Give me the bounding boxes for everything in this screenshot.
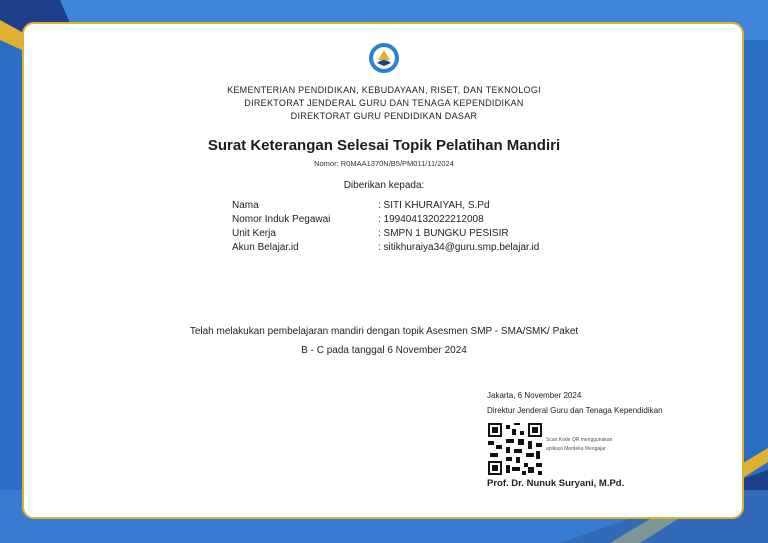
recipient-value: : 199404132022212008 <box>378 214 484 225</box>
recipient-value: : SITI KHURAIYAH, S.Pd <box>378 200 490 211</box>
recipient-row-nip <box>232 213 484 227</box>
recipient-label: Akun Belajar.id <box>232 242 299 253</box>
signer-name: Prof. Dr. Nunuk Suryani, M.Pd. <box>487 478 625 489</box>
header-line-3: DIREKTORAT GURU PENDIDIKAN DASAR <box>290 111 478 121</box>
completion-statement-line-2: B - C pada tanggal 6 November 2024 <box>301 345 467 356</box>
recipient-label: Nama <box>232 200 259 211</box>
recipient-value: : sitikhuraiya34@guru.smp.belajar.id <box>378 242 540 253</box>
qr-code-icon <box>488 423 542 475</box>
recipient-label: Unit Kerja <box>232 228 276 239</box>
header-line-2: DIREKTORAT JENDERAL GURU DAN TENAGA KEPENDIDIKAN <box>244 98 524 108</box>
given-to-label: Diberikan kepada: <box>343 180 425 191</box>
certificate-title: Surat Keterangan Selesai Topik Pelatihan Mandiri <box>207 137 561 154</box>
recipient-value: : SMPN 1 BUNGKU PESISIR <box>378 228 509 239</box>
qr-note-line-1: Scan Kode QR menggunakan <box>546 437 613 443</box>
signature-place-date: Jakarta, 6 November 2024 <box>487 391 582 400</box>
recipient-row-unit <box>232 227 509 241</box>
certificate-number: Nomor: R0MAA1370N/B5/PM011/11/2024 <box>314 159 454 168</box>
recipient-row-name <box>232 199 490 213</box>
recipient-label: Nomor Induk Pegawai <box>232 214 331 225</box>
qr-note-line-2: aplikasi Merdeka Mengajar <box>546 446 606 452</box>
signature-position: Direktur Jenderal Guru dan Tenaga Kependidikan <box>487 406 663 415</box>
recipient-row-account <box>232 241 539 255</box>
completion-statement-line-1: Telah melakukan pembelajaran mandiri dengan topik Asesmen SMP - SMA/SMK/ Paket <box>189 326 579 337</box>
ministry-header <box>0 84 768 123</box>
header-line-1: KEMENTERIAN PENDIDIKAN, KEBUDAYAAN, RISET, DAN TEKNOLOGI <box>227 85 541 95</box>
tut-wuri-handayani-logo <box>368 42 400 74</box>
